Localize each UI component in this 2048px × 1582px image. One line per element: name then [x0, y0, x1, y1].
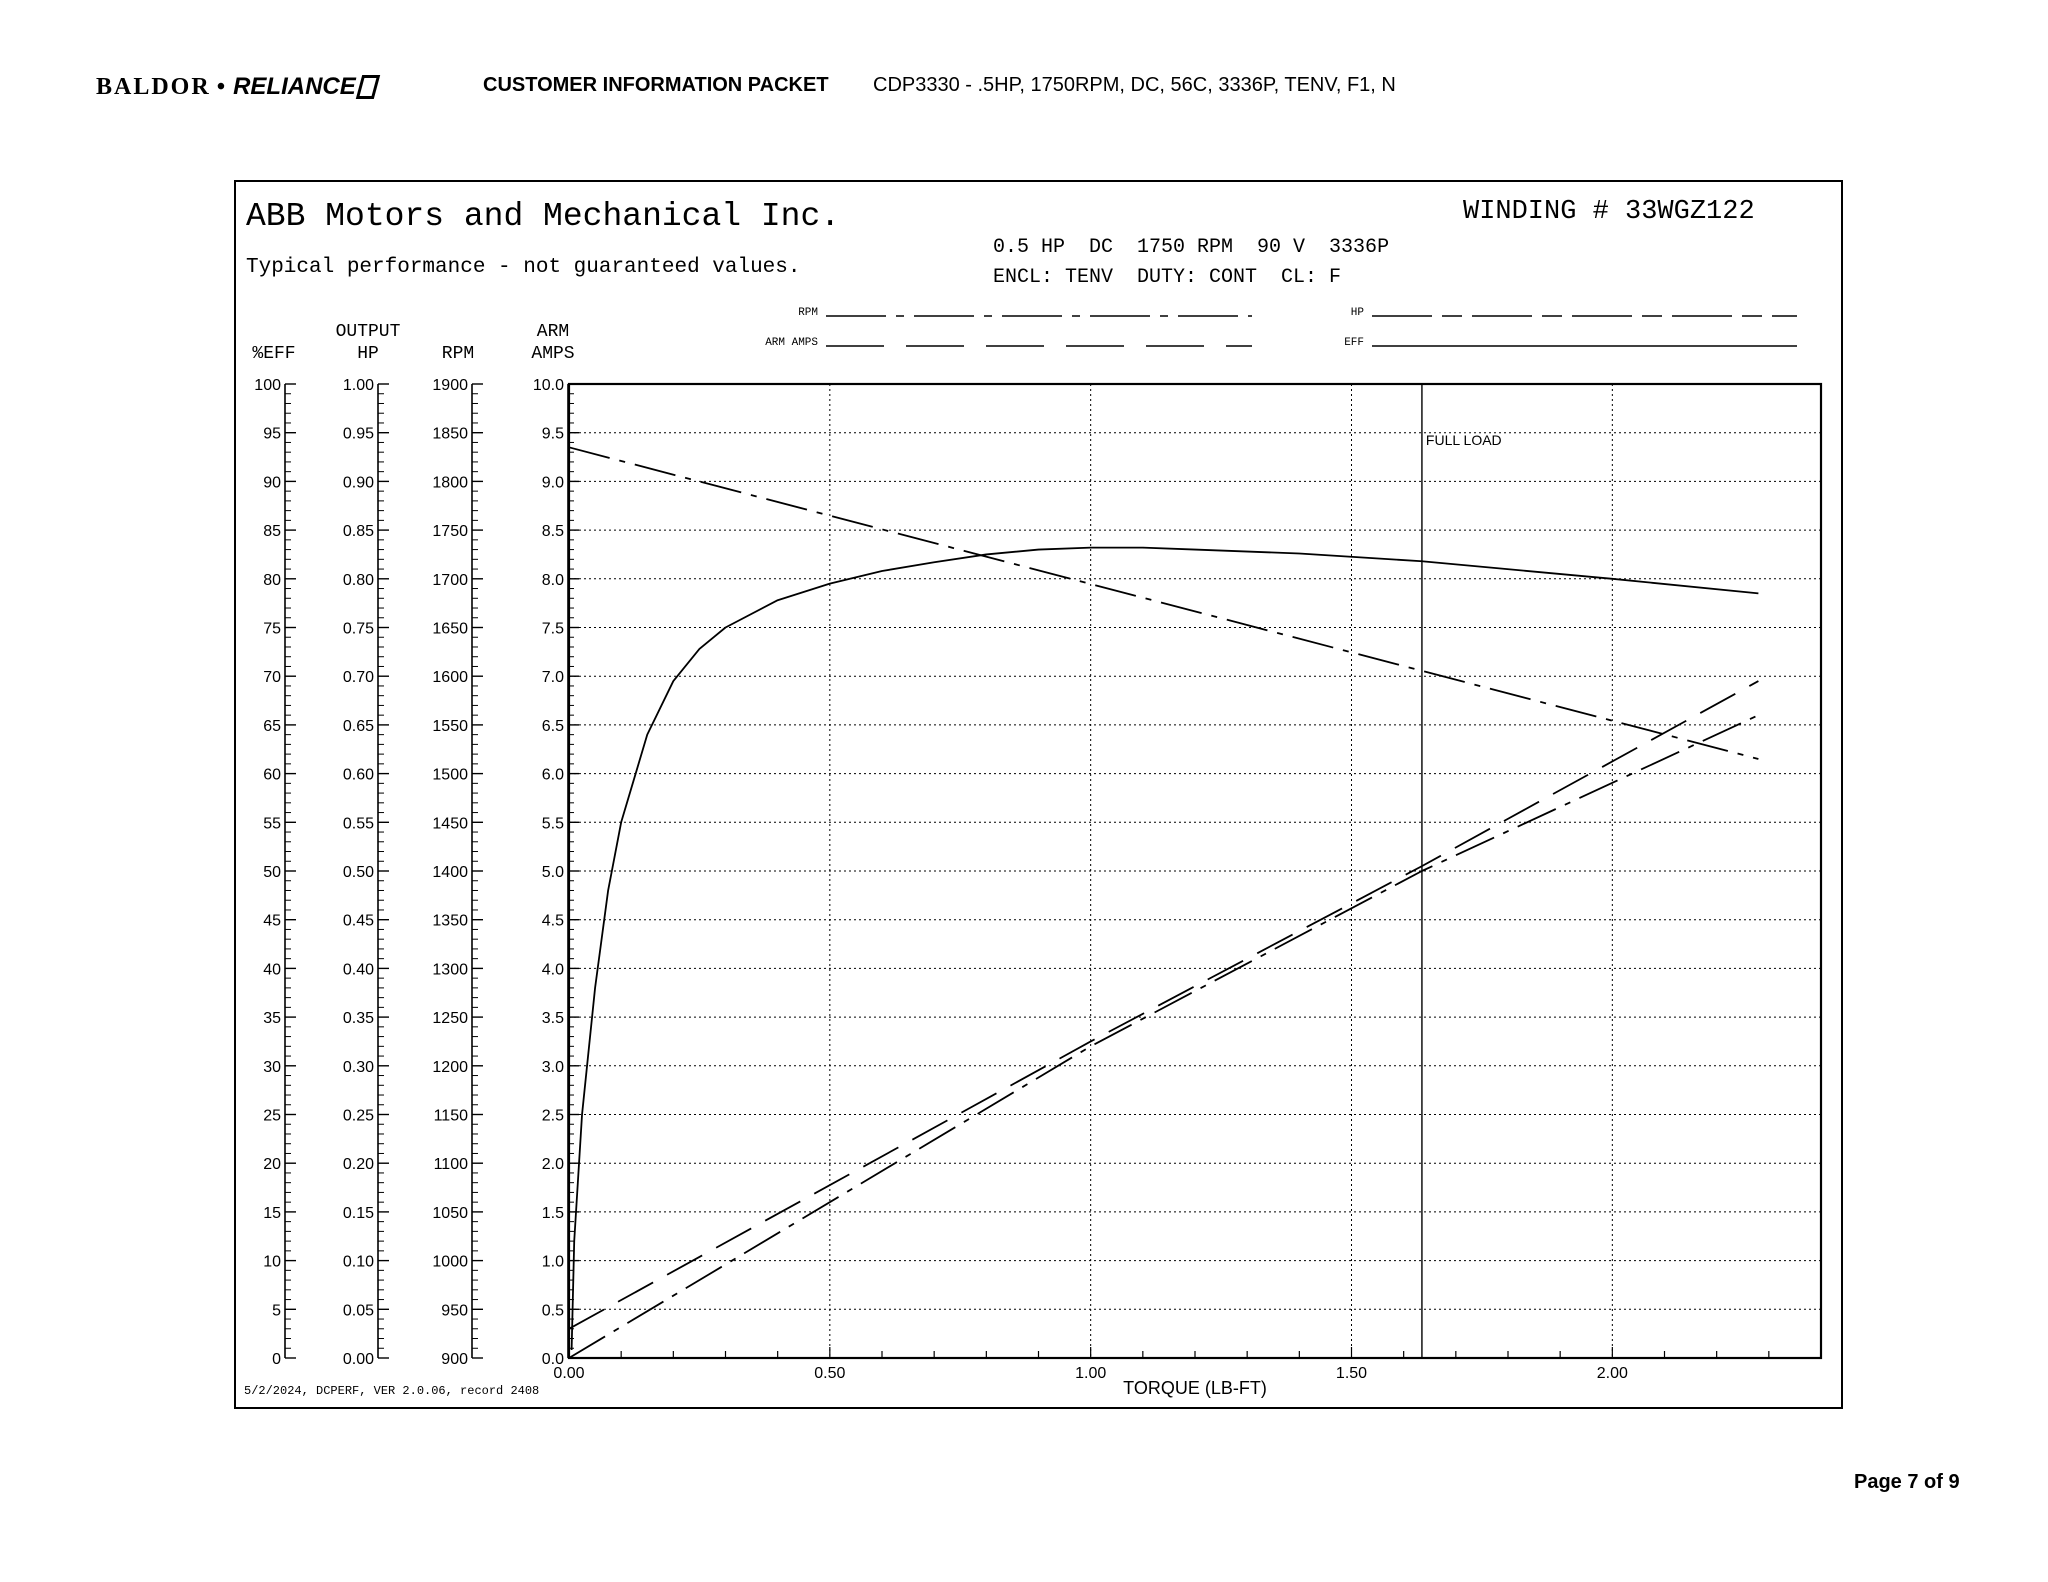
-eff-tick-label: 55 — [263, 815, 281, 833]
output-hp-tick-label: 0.70 — [342, 669, 374, 687]
footer-record: 5/2/2024, DCPERF, VER 2.0.06, record 2408 — [244, 1384, 540, 1398]
output-hp-tick-label: 0.95 — [342, 425, 374, 443]
legend-arm-amps-label: ARM AMPS — [765, 337, 818, 349]
-eff-tick-label: 30 — [263, 1058, 281, 1076]
legend-rpm-label: RPM — [798, 307, 818, 319]
x-tick-label: 1.50 — [1335, 1365, 1368, 1382]
rpm-tick-label: 1700 — [432, 571, 468, 589]
spec-line-1: 0.5 HP DC 1750 RPM 90 V 3336P — [993, 236, 1390, 259]
rpm-tick-label: 950 — [441, 1302, 468, 1320]
hp-axis-header-bottom: HP — [357, 344, 379, 364]
rpm-tick-label: 1150 — [433, 1107, 468, 1125]
-eff-tick-label: 65 — [263, 717, 281, 735]
rpm-tick-label: 1050 — [432, 1204, 468, 1222]
output-hp-tick-label: 0.35 — [342, 1010, 374, 1028]
-eff-tick-label: 90 — [263, 474, 281, 492]
legend-hp-label: HP — [1350, 307, 1364, 319]
rpm-tick-label: 1200 — [432, 1058, 468, 1076]
output-hp-tick-label: 0.05 — [342, 1302, 374, 1320]
packet-title: CUSTOMER INFORMATION PACKET — [483, 74, 829, 96]
eff-axis-header: %EFF — [252, 344, 296, 364]
x-axis-label: TORQUE (LB-FT) — [1123, 1378, 1267, 1398]
disclaimer: Typical performance - not guaranteed values. — [246, 256, 801, 279]
rpm-tick-label: 1100 — [433, 1156, 468, 1174]
x-tick-label: 2.00 — [1596, 1365, 1628, 1382]
-eff-tick-label: 75 — [263, 620, 281, 638]
amps-axis-header-bottom: AMPS — [531, 344, 575, 364]
arm-amps-tick-label: 1.0 — [541, 1253, 564, 1271]
output-hp-tick-label: 0.10 — [342, 1253, 374, 1271]
output-hp-tick-label: 0.65 — [342, 717, 374, 735]
-eff-tick-label: 25 — [263, 1107, 281, 1125]
-eff-tick-label: 0 — [272, 1351, 281, 1368]
output-hp-tick-label: 0.60 — [342, 766, 374, 784]
arm-amps-tick-label: 8.5 — [541, 523, 564, 541]
output-hp-tick-label: 0.85 — [342, 523, 374, 541]
output-hp-tick-label: 0.40 — [342, 961, 374, 979]
output-hp-tick-label: 0.20 — [342, 1156, 374, 1174]
rpm-tick-label: 1850 — [432, 425, 468, 443]
winding-number: WINDING # 33WGZ122 — [1463, 197, 1755, 227]
arm-amps-tick-label: 2.5 — [541, 1107, 564, 1125]
arm-amps-tick-label: 2.0 — [541, 1156, 564, 1174]
arm-amps-tick-label: 9.0 — [541, 474, 564, 492]
arm-amps-tick-label: 3.5 — [541, 1010, 564, 1028]
output-hp-tick-label: 0.15 — [342, 1204, 374, 1222]
rpm-tick-label: 1600 — [432, 669, 468, 687]
output-hp-tick-label: 0.25 — [342, 1107, 374, 1125]
rpm-tick-label: 1000 — [432, 1253, 468, 1271]
-eff-tick-label: 5 — [272, 1302, 281, 1320]
hp-series-line — [569, 715, 1758, 1358]
-eff-tick-label: 20 — [263, 1156, 281, 1174]
brand-right-text: RELIANCE — [233, 73, 356, 100]
full-load-label: FULL LOAD — [1425, 432, 1502, 448]
output-hp-tick-label: 0.45 — [342, 912, 374, 930]
product-line: CDP3330 - .5HP, 1750RPM, DC, 56C, 3336P, TENV, F1, N — [873, 74, 1396, 96]
chart-frame — [235, 181, 1842, 1408]
arm-amps-tick-label: 6.0 — [541, 766, 564, 784]
output-hp-tick-label: 0.80 — [342, 571, 374, 589]
-eff-tick-label: 10 — [263, 1253, 281, 1271]
arm-amps-tick-label: 5.5 — [541, 815, 564, 833]
rpm-tick-label: 1800 — [432, 474, 468, 492]
output-hp-tick-label: 0.75 — [342, 620, 374, 638]
arm-amps-tick-label: 8.0 — [541, 571, 564, 589]
output-hp-tick-label: 0.30 — [342, 1058, 374, 1076]
rpm-tick-label: 1900 — [432, 377, 468, 394]
rpm-tick-label: 1500 — [432, 766, 468, 784]
-eff-tick-label: 95 — [263, 425, 281, 443]
output-hp-tick-label: 0.50 — [342, 864, 374, 881]
-eff-tick-label: 40 — [263, 961, 281, 979]
rpm-tick-label: 1300 — [432, 961, 468, 979]
-eff-tick-label: 60 — [263, 766, 281, 784]
page-number: Page 7 of 9 — [1854, 1471, 1960, 1493]
axes-layer — [254, 377, 579, 1368]
arm-amps-tick-label: 4.5 — [541, 912, 564, 930]
rpm-tick-label: 1550 — [432, 717, 468, 735]
arm-amps-series-line — [569, 681, 1758, 1329]
-eff-tick-label: 100 — [254, 377, 281, 394]
-eff-tick-label: 45 — [263, 912, 281, 930]
arm-amps-tick-label: 9.5 — [541, 425, 564, 443]
rpm-tick-label: 1250 — [432, 1010, 468, 1028]
output-hp-tick-label: 0.00 — [342, 1351, 374, 1368]
rpm-series-line — [569, 447, 1758, 759]
-eff-tick-label: 50 — [263, 864, 281, 881]
x-tick-label: 1.00 — [1075, 1365, 1107, 1382]
arm-amps-tick-label: 1.5 — [541, 1204, 564, 1222]
arm-amps-tick-label: 6.5 — [541, 717, 564, 735]
rpm-axis-header: RPM — [441, 344, 475, 364]
x-tick-label: 0.00 — [553, 1365, 585, 1382]
brand-left: BALDOR — [96, 73, 211, 100]
rpm-tick-label: 1400 — [432, 864, 468, 881]
-eff-tick-label: 70 — [263, 669, 281, 687]
arm-amps-tick-label: 0.0 — [541, 1351, 564, 1368]
arm-amps-tick-label: 7.0 — [541, 669, 564, 687]
arm-amps-tick-label: 10.0 — [532, 377, 564, 394]
rpm-tick-label: 1750 — [432, 523, 468, 541]
rpm-tick-label: 900 — [441, 1351, 468, 1368]
arm-amps-tick-label: 0.5 — [541, 1302, 564, 1320]
arm-amps-tick-label: 7.5 — [541, 620, 564, 638]
rpm-tick-label: 1650 — [432, 620, 468, 638]
-eff-tick-label: 35 — [263, 1010, 281, 1028]
rpm-tick-label: 1450 — [432, 815, 468, 833]
-eff-tick-label: 85 — [263, 523, 281, 541]
output-hp-tick-label: 0.90 — [342, 474, 374, 492]
spec-line-2: ENCL: TENV DUTY: CONT CL: F — [993, 266, 1342, 289]
legend-eff-label: EFF — [1344, 337, 1364, 349]
arm-amps-tick-label: 4.0 — [541, 961, 564, 979]
-eff-tick-label: 80 — [263, 571, 281, 589]
hp-axis-header-top: OUTPUT — [335, 322, 401, 342]
series-layer — [569, 447, 1758, 1358]
x-tick-label: 0.50 — [814, 1365, 846, 1382]
company-name: ABB Motors and Mechanical Inc. — [246, 198, 841, 235]
arm-amps-tick-label: 5.0 — [541, 864, 564, 881]
rpm-tick-label: 1350 — [432, 912, 468, 930]
amps-axis-header-top: ARM — [536, 322, 570, 342]
-eff-tick-label: 15 — [263, 1204, 281, 1222]
brand-separator: • — [216, 73, 228, 100]
output-hp-tick-label: 1.00 — [342, 377, 374, 394]
arm-amps-tick-label: 3.0 — [541, 1058, 564, 1076]
output-hp-tick-label: 0.55 — [342, 815, 374, 833]
